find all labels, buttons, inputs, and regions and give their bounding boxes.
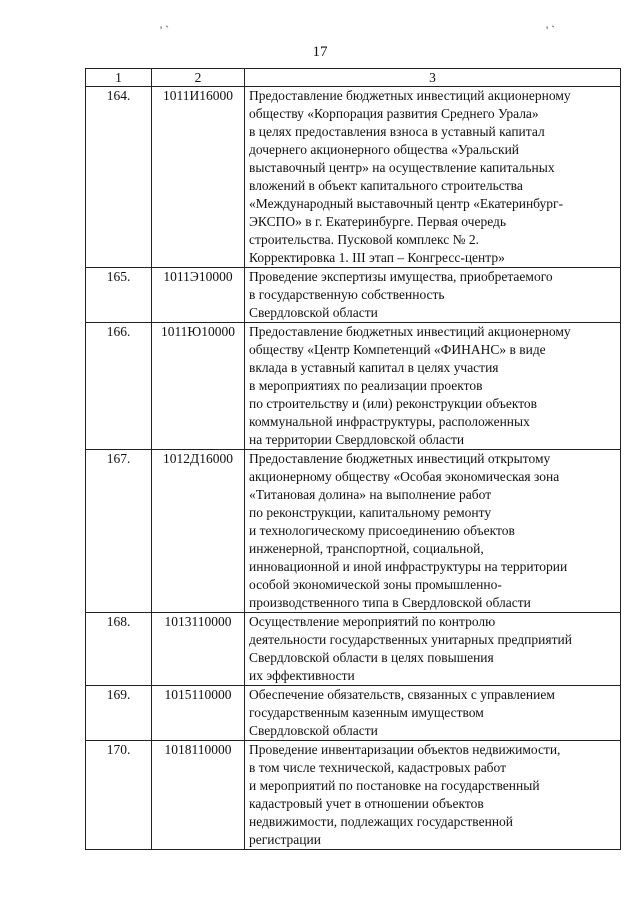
description-line: Предоставление бюджетных инвестиций акционерному: [249, 324, 571, 339]
table-row: [86, 450, 621, 613]
description-line: Предоставление бюджетных инвестиций открытому: [249, 451, 551, 466]
classification-code: 1013110000: [152, 613, 245, 686]
table-row: [86, 323, 621, 450]
row-number: 169.: [86, 686, 152, 741]
row-number: 166.: [86, 323, 152, 450]
classification-code: 1011Э10000: [152, 268, 245, 323]
description-line: обществу «Корпорация развития Среднего Урала»: [249, 106, 539, 121]
description-line: и технологическому присоединению объектов: [249, 523, 515, 538]
description-line: «Международный выставочный центр «Екатеринбург-: [249, 196, 564, 211]
description-line: на территории Свердловской области: [249, 432, 465, 447]
classification-code: 1011И16000: [152, 87, 245, 268]
scan-mark-right: ' `: [546, 23, 556, 37]
row-description: [245, 268, 621, 323]
description-line: по строительству и (или) реконструкции объектов: [249, 396, 538, 411]
row-description: [245, 686, 621, 741]
budget-classification-table: [85, 68, 621, 850]
description-line: производственного типа в Свердловской области: [249, 595, 531, 610]
description-line: Осуществление мероприятий по контролю: [249, 614, 496, 629]
table-row: [86, 613, 621, 686]
description-line: дочернего акционерного общества «Уральский: [249, 142, 520, 157]
description-line: коммунальной инфраструктуры, расположенных: [249, 414, 530, 429]
table-row: [86, 741, 621, 850]
description-line: в государственную собственность: [249, 287, 445, 302]
description-line: Проведение экспертизы имущества, приобретаемого: [249, 269, 553, 284]
row-number: 164.: [86, 87, 152, 268]
description-line: акционерному обществу «Особая экономическая зона: [249, 469, 560, 484]
description-line: и мероприятий по постановке на государственный: [249, 778, 540, 793]
description-line: инженерной, транспортной, социальной,: [249, 541, 484, 556]
description-line: Предоставление бюджетных инвестиций акционерному: [249, 88, 571, 103]
description-line: в мероприятиях по реализации проектов: [249, 378, 483, 393]
table-row: [86, 87, 621, 268]
table-row: [86, 268, 621, 323]
description-line: деятельности государственных унитарных предприятий: [249, 632, 572, 647]
description-line: выставочный центр» на осуществление капитальных: [249, 160, 555, 175]
description-line: Корректировка 1. III этап – Конгресс-центр»: [249, 250, 505, 265]
row-number: 170.: [86, 741, 152, 850]
description-line: вклада в уставный капитал в целях участия: [249, 360, 499, 375]
description-line: инновационной и иной инфраструктуры на территории: [249, 559, 568, 574]
description-line: их эффективности: [249, 668, 355, 683]
description-line: кадастровый учет в отношении объектов: [249, 796, 484, 811]
row-number: 167.: [86, 450, 152, 613]
description-line: «Титановая долина» на выполнение работ: [249, 487, 492, 502]
table-row: [86, 686, 621, 741]
column-header-3: 3: [245, 69, 621, 87]
row-description: [245, 450, 621, 613]
row-number: 165.: [86, 268, 152, 323]
description-line: по реконструкции, капитальному ремонту: [249, 505, 492, 520]
classification-code: 1015110000: [152, 686, 245, 741]
description-line: Свердловской области в целях повышения: [249, 650, 494, 665]
page-number: 17: [312, 44, 328, 60]
description-line: вложений в объект капитального строительства: [249, 178, 523, 193]
description-line: Свердловской области: [249, 723, 378, 738]
description-line: государственным казенным имуществом: [249, 705, 484, 720]
classification-code: 1012Д16000: [152, 450, 245, 613]
classification-code: 1011Ю10000: [152, 323, 245, 450]
description-line: Свердловской области: [249, 305, 378, 320]
row-number: 168.: [86, 613, 152, 686]
description-line: Обеспечение обязательств, связанных с управлением: [249, 687, 555, 702]
description-line: в том числе технической, кадастровых работ: [249, 760, 507, 775]
row-description: [245, 613, 621, 686]
column-header-2: 2: [152, 69, 245, 87]
description-line: обществу «Центр Компетенций «ФИНАНС» в виде: [249, 342, 546, 357]
column-header-1: 1: [86, 69, 152, 87]
description-line: регистрации: [249, 832, 321, 847]
classification-code: 1018110000: [152, 741, 245, 850]
row-description: [245, 741, 621, 850]
description-line: строительства. Пусковой комплекс № 2.: [249, 232, 479, 247]
description-line: в целях предоставления взноса в уставный капитал: [249, 124, 545, 139]
description-line: недвижимости, подлежащих государственной: [249, 814, 514, 829]
description-line: особой экономической зоны промышленно-: [249, 577, 502, 592]
row-description: [245, 323, 621, 450]
description-line: ЭКСПО» в г. Екатеринбурге. Первая очередь: [249, 214, 507, 229]
table-header-row: [86, 69, 621, 87]
row-description: [245, 87, 621, 268]
description-line: Проведение инвентаризации объектов недвижимости,: [249, 742, 561, 757]
scan-mark-left: ' `: [160, 23, 170, 37]
